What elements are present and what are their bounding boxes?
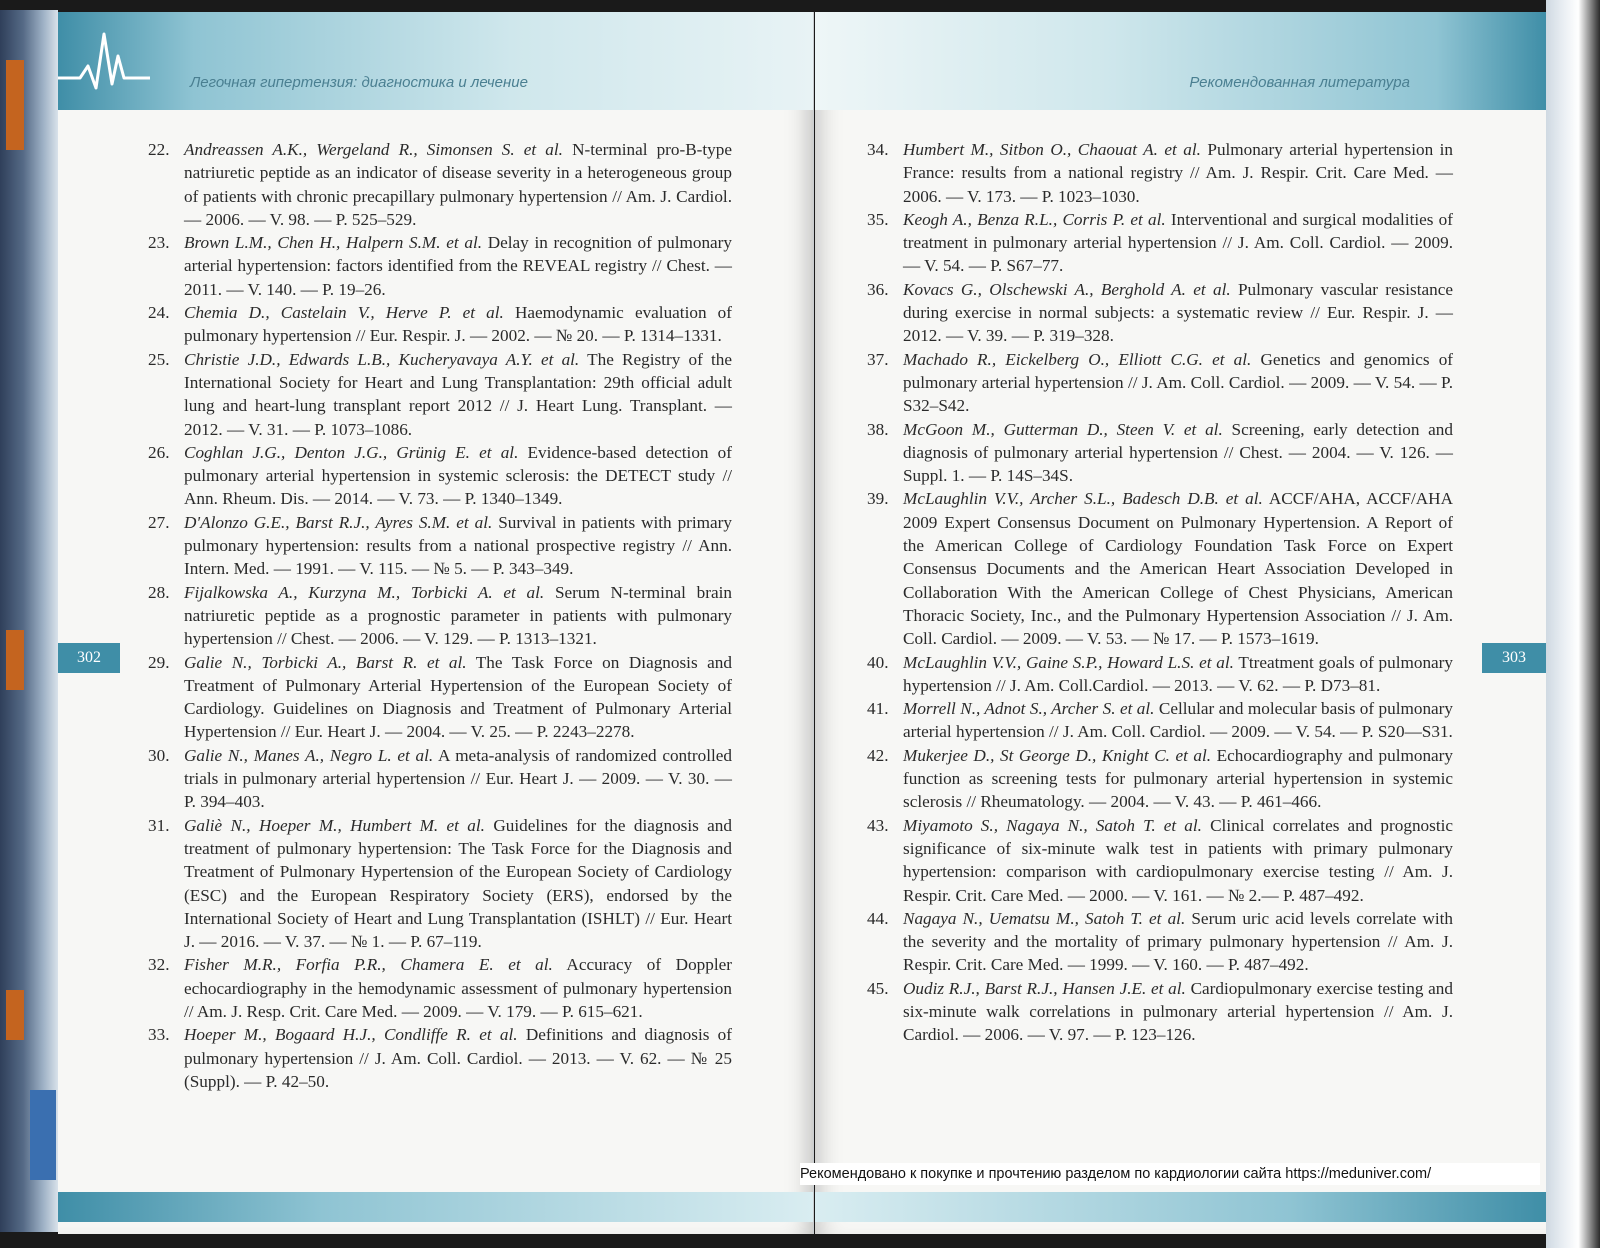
reference-text: Guidelines for the diagnosis and treatment of pulmonary hypertension: The Task Force for the Diagnosis and Treatment of Pulmonary Hypertension of the European Society of Cardiology (ESC) and the European Respiratory Society (ERS), endorsed by the International Society of Heart and Lung Transplantation (ISHLT) // Eur. Heart J. — 2016. — V. 37. — № 1. — P. 67–119.	[184, 815, 732, 952]
reference-text: ACCF/AHA, ACCF/AHA 2009 Expert Consensus Document on Pulmonary Hypertension. A Report of the American College of Cardiology Foundation Task Force on Expert Consensus Documents and the American Heart Association Developed in Collaboration With the American College of Chest Physicians, American Thoracic Society, Inc., and the Pulmonary Hypertension Association // J. Am. Coll. Cardiol. — 2009. — V. 53. — № 17. — P. 1573–1619.	[903, 489, 1453, 649]
reference-text: The Task Force on Diagnosis and Treatment of Pulmonary Arterial Hypertension of the European Society of Cardiology. Guidelines on Diagnosis and Treatment of Pulmonary Arterial Hypertension // Eur. Heart J. — 2004. — V. 25. — P. 2243–2278.	[184, 652, 732, 742]
reference-item	[867, 697, 1453, 744]
reference-item	[148, 581, 732, 651]
page-number: 303	[1482, 643, 1546, 673]
reference-item	[148, 231, 732, 301]
reference-text: A meta-analysis of randomized controlled trials in pulmonary arterial hypertension // Eur. Heart J. — 2009. — V. 30. — P. 394–403.	[184, 745, 733, 812]
reference-authors: Oudiz R.J., Barst R.J., Hansen J.E. et al.	[903, 978, 1186, 998]
header-band	[58, 12, 813, 110]
reference-item	[867, 278, 1453, 348]
reference-text: Interventional and surgical modalities of treatment in pulmonary arterial hypertension // J. Am. Coll. Cardiol. — 2009. — V. 54. — P. S67–77.	[903, 209, 1453, 276]
footer-band	[58, 1192, 813, 1222]
reference-item	[867, 907, 1453, 977]
edge-stripe	[6, 990, 24, 1040]
reference-authors: Christie J.D., Edwards L.B., Kucheryavaya A.Y. et al.	[184, 349, 580, 369]
reference-authors: Miyamoto S., Nagaya N., Satoh T. et al.	[903, 815, 1202, 835]
reference-item	[867, 348, 1453, 418]
reference-list	[148, 138, 732, 1093]
reference-item	[867, 487, 1453, 650]
reference-authors: Humbert M., Sitbon O., Chaouat A. et al.	[903, 140, 1201, 159]
reference-item	[148, 744, 732, 814]
reference-authors: Galie N., Torbicki A., Barst R. et al.	[184, 652, 467, 672]
reference-authors: Andreassen A.K., Wergeland R., Simonsen S. et al.	[184, 140, 563, 159]
edge-stripe	[6, 60, 24, 150]
reference-text: Evidence-based detection of pulmonary arterial hypertension in systemic sclerosis: the DETECT study // Ann. Rheum. Dis. — 2014. — V. 73. — P. 1340–1349.	[184, 442, 732, 509]
edge-stripe	[30, 1090, 56, 1180]
reference-text: Definitions and diagnosis of pulmonary hypertension // J. Am. Coll. Cardiol. — 2013. — V. 62. — № 25 (Suppl). — P. 42–50.	[184, 1025, 732, 1091]
reference-text: Pulmonary vascular resistance during exercise in normal subjects: a systematic review // Eur. Respir. J. — 2012. — V. 39. — P. 319–328.	[903, 279, 1454, 346]
reference-number: 41.	[867, 699, 889, 719]
reference-item	[148, 441, 732, 511]
reference-item	[148, 138, 732, 231]
book-edge-right	[1546, 0, 1600, 1248]
reference-item	[867, 651, 1453, 698]
reference-text: Cellular and molecular basis of pulmonary arterial hypertension // J. Am. Coll. Cardiol. — 2009. — V. 54. — P. S20—S31.	[903, 699, 1453, 742]
reference-number: 45.	[867, 978, 889, 998]
reference-text: Pulmonary arterial hypertension in France: results from a national registry // Am. J. Respir. Crit. Care Med. — 2006. — V. 173. — P. 1023–1030.	[903, 140, 1453, 206]
reference-authors: Mukerjee D., St George D., Knight C. et al.	[903, 745, 1212, 765]
reference-item	[867, 138, 1453, 208]
reference-number: 29.	[148, 652, 170, 672]
reference-number: 24.	[148, 303, 170, 323]
reference-number: 39.	[867, 489, 889, 509]
reference-authors: Keogh A., Benza R.L., Corris P. et al.	[903, 209, 1166, 229]
reference-number: 33.	[148, 1025, 170, 1045]
reference-item	[148, 651, 732, 744]
reference-authors: D'Alonzo G.E., Barst R.J., Ayres S.M. et al.	[184, 512, 493, 532]
reference-number: 43.	[867, 815, 889, 835]
reference-text: Accuracy of Doppler echocardiography in the hemodynamic assessment of pulmonary hypertension // Am. J. Resp. Crit. Care Med. — 2009. — V. 179. — P. 615–621.	[184, 955, 732, 1021]
reference-number: 26.	[148, 442, 170, 462]
reference-item	[867, 418, 1453, 488]
reference-number: 40.	[867, 652, 889, 672]
running-head: Легочная гипертензия: диагностика и лечение	[190, 74, 528, 91]
reference-number: 30.	[148, 745, 170, 765]
reference-authors: Chemia D., Castelain V., Herve P. et al.	[184, 303, 504, 323]
reference-text: Echocardiography and pulmonary function as screening tests for pulmonary arterial hypertension in systemic sclerosis // Rheumatology. — 2004. — V. 43. — P. 461–466.	[903, 745, 1453, 812]
reference-text: Ttreatment goals of pulmonary hypertension // J. Am. Coll.Cardiol. — 2013. — V. 62. — P. D73–81.	[903, 652, 1453, 695]
reference-authors: McLaughlin V.V., Archer S.L., Badesch D.B. et al.	[903, 489, 1263, 509]
reference-authors: Kovacs G., Olschewski A., Berghold A. et al.	[903, 279, 1231, 299]
reference-authors: Machado R., Eickelberg O., Elliott C.G. et al.	[903, 349, 1252, 369]
reference-number: 23.	[148, 233, 170, 253]
reference-item	[148, 953, 732, 1023]
reference-number: 37.	[867, 349, 889, 369]
reference-number: 27.	[148, 512, 170, 532]
reference-authors: Galiè N., Hoeper M., Humbert M. et al.	[184, 815, 485, 835]
reference-text: Screening, early detection and diagnosis of pulmonary arterial hypertension // Chest. — 2004. — V. 126. — Suppl. 1. — P. 14S–34S.	[903, 419, 1453, 486]
reference-authors: Hoeper M., Bogaard H.J., Condliffe R. et al.	[184, 1025, 518, 1045]
book-edge-left	[0, 10, 58, 1232]
reference-item	[867, 744, 1453, 814]
reference-text: The Registry of the International Society for Heart and Lung Transplantation: 29th official adult lung and heart-lung transplant report 2012 // J. Heart Lung. Transplant. — 2012. — V. 31. — P. 1073–1086.	[184, 349, 732, 439]
reference-item	[148, 348, 732, 441]
reference-authors: Nagaya N., Uematsu M., Satoh T. et al.	[903, 908, 1186, 928]
running-head: Рекомендованная литература	[1189, 74, 1410, 91]
heartbeat-pulse-icon	[58, 26, 150, 96]
header-band	[815, 12, 1546, 110]
reference-authors: Galie N., Manes A., Negro L. et al.	[184, 745, 434, 765]
reference-text: Clinical correlates and prognostic significance of six-minute walk test in patients with primary pulmonary hypertension: comparison with cardiopulmonary exercise testing // Am. J. Respir. Crit. Care Med. — 2000. — V. 161. — № 2.— P. 487–492.	[903, 815, 1453, 905]
right-page	[815, 12, 1546, 1234]
reference-item	[148, 511, 732, 581]
reference-authors: McGoon M., Gutterman D., Steen V. et al.	[903, 419, 1223, 439]
reference-item	[148, 1023, 732, 1093]
reference-number: 38.	[867, 419, 889, 439]
reference-number: 32.	[148, 955, 170, 975]
reference-number: 25.	[148, 349, 170, 369]
footer-note: Рекомендовано к покупке и прочтению разделом по кардиологии сайта https://meduniver.com/	[800, 1163, 1540, 1185]
reference-authors: Fijalkowska A., Kurzyna M., Torbicki A. et al.	[184, 582, 545, 602]
reference-text: Survival in patients with primary pulmonary hypertension: results from a national prospective registry // Ann. Intern. Med. — 1991. — V. 115. — № 5. — P. 343–349.	[184, 512, 732, 579]
edge-stripe	[6, 630, 24, 690]
reference-text: Serum N-terminal brain natriuretic peptide as a prognostic parameter in patients with pulmonary hypertension // Chest. — 2006. — V. 129. — P. 1313–1321.	[184, 582, 732, 649]
reference-text: Cardiopulmonary exercise testing and six-minute walk correlations in pulmonary arterial hypertension // Am. J. Cardiol. — 2006. — V. 97. — P. 123–126.	[903, 978, 1453, 1045]
reference-text: Genetics and genomics of pulmonary arterial hypertension // J. Am. Coll. Cardiol. — 2009. — V. 54. — P. S32–S42.	[903, 349, 1454, 416]
reference-list	[867, 138, 1453, 1047]
reference-authors: Fisher M.R., Forfia P.R., Chamera E. et al.	[184, 955, 553, 975]
reference-number: 28.	[148, 582, 170, 602]
reference-number: 35.	[867, 209, 889, 229]
page-number: 302	[58, 643, 120, 673]
reference-number: 42.	[867, 745, 889, 765]
reference-item	[148, 301, 732, 348]
reference-text: N-terminal pro-B-type natriuretic peptide as an indicator of disease severity in a heterogeneous group of patients with chronic precapillary pulmonary hypertension // Am. J. Cardiol. — 2006. — V. 98. — P. 525–529.	[184, 140, 732, 229]
reference-authors: Morrell N., Adnot S., Archer S. et al.	[903, 699, 1155, 719]
reference-authors: Coghlan J.G., Denton J.G., Grünig E. et al.	[184, 442, 519, 462]
reference-text: Haemodynamic evaluation of pulmonary hypertension // Eur. Respir. J. — 2002. — № 20. — P. 1314–1331.	[184, 303, 732, 346]
footer-band	[815, 1192, 1546, 1222]
reference-item	[867, 977, 1453, 1047]
reference-number: 36.	[867, 279, 889, 299]
reference-number: 22.	[148, 140, 170, 159]
reference-number: 44.	[867, 908, 889, 928]
reference-item	[148, 814, 732, 954]
reference-authors: Brown L.M., Chen H., Halpern S.M. et al.	[184, 233, 483, 253]
reference-authors: McLaughlin V.V., Gaine S.P., Howard L.S. et al.	[903, 652, 1234, 672]
reference-text: Serum uric acid levels correlate with the severity and the mortality of primary pulmonary hypertension // Am. J. Respir. Crit. Care Med. — 1999. — V. 160. — P. 487–492.	[903, 908, 1453, 975]
reference-number: 34.	[867, 140, 889, 159]
reference-item	[867, 208, 1453, 278]
left-page	[58, 12, 814, 1234]
reference-text: Delay in recognition of pulmonary arterial hypertension: factors identified from the REVEAL registry // Chest. — 2011. — V. 140. — P. 19–26.	[184, 233, 732, 299]
reference-number: 31.	[148, 815, 170, 835]
reference-item	[867, 814, 1453, 907]
